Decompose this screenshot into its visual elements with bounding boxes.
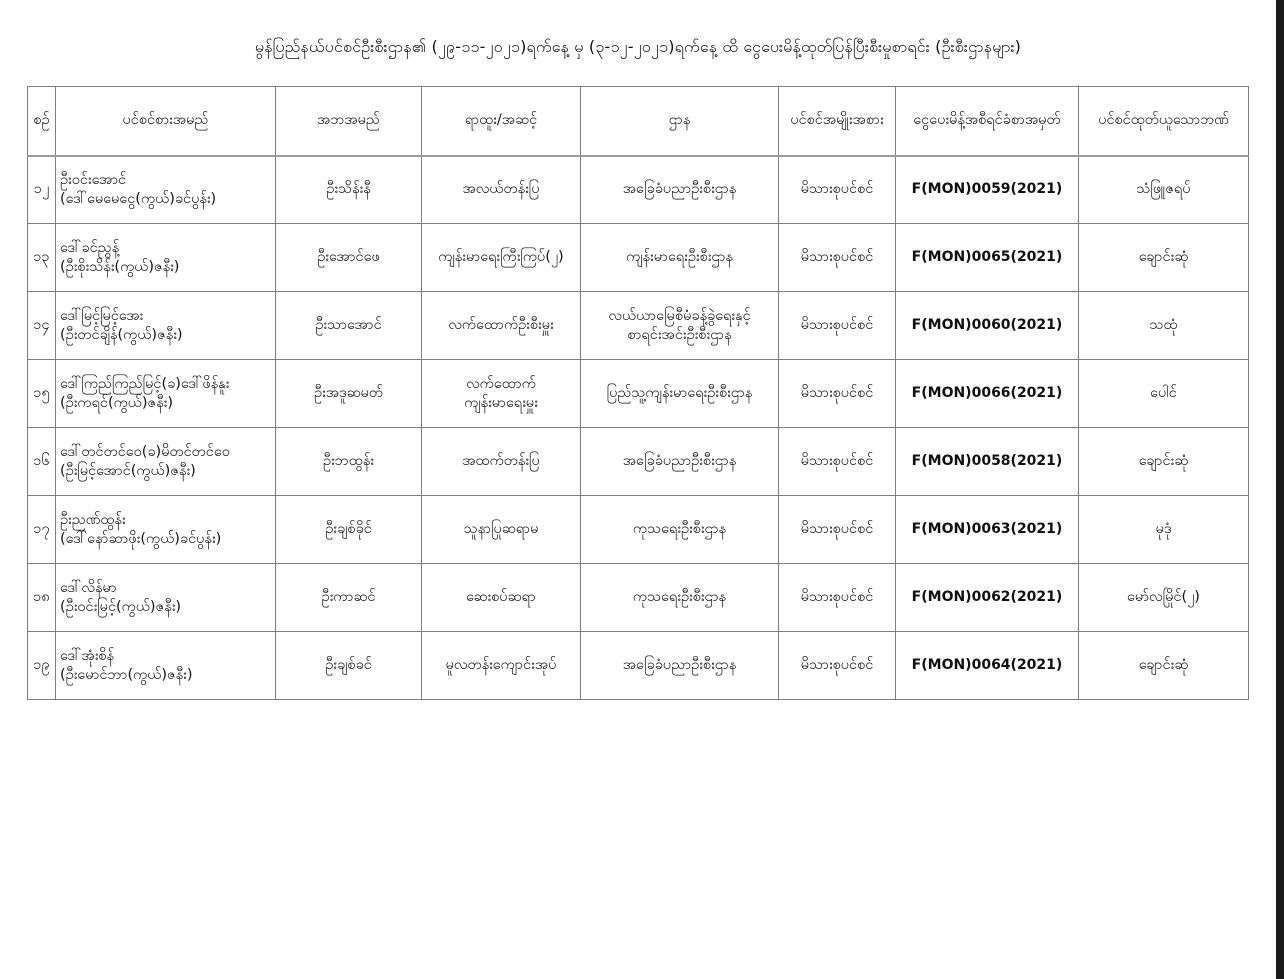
name-line: ဒေါ်အုံးစိန်: [60, 647, 115, 664]
dept-line: ကျန်းမာရေးဦးစီးဌာန: [626, 249, 733, 265]
cell-license: F(MON)0058(2021): [896, 428, 1079, 496]
dept-line: လယ်ယာမြေစီမံခန့်ခွဲရေးနှင့်: [608, 307, 751, 324]
dept-line: အခြေခံပညာဦးစီးဌာန: [622, 181, 737, 198]
cell-rank: [422, 292, 581, 360]
cell-name: [56, 632, 276, 700]
cell-department: [581, 224, 779, 292]
rank-line: ဆေးစပ်ဆရာ: [466, 589, 536, 605]
spouse-line: (ဦးမောင်ဘာ(ကွယ်)ဇနီး): [60, 666, 193, 683]
dept-line: ကုသရေးဦးစီးဌာန: [632, 521, 727, 537]
rank-line: လက်ထောက်ဦးစီးမှူး: [448, 317, 554, 333]
cell-no: ၁၈: [28, 564, 56, 632]
screen-edge: [1276, 0, 1284, 979]
cell-rank: [422, 632, 581, 700]
cell-no: ၁၇: [28, 496, 56, 564]
cell-department: [581, 428, 779, 496]
cell-pension-type: မိသားစုပင်စင်: [779, 292, 896, 360]
spouse-line: (ဦးကရင်(ကွယ်)ဇနီး): [60, 394, 173, 411]
rank-line: မူလတန်းကျောင်းအုပ်: [445, 657, 557, 673]
table-row: [28, 224, 1249, 292]
pension-table: [27, 86, 1249, 700]
cell-pension-type: မိသားစုပင်စင်: [779, 564, 896, 632]
cell-father: ဦးအောင်ဖေ: [276, 224, 422, 292]
cell-name: [56, 428, 276, 496]
rank-line: အလယ်တန်းပြ: [462, 181, 540, 198]
cell-department: [581, 564, 779, 632]
cell-pension-type: မိသားစုပင်စင်: [779, 360, 896, 428]
header-name: ပင်စင်စားအမည်: [56, 87, 276, 156]
cell-department: [581, 496, 779, 564]
cell-no: ၁၅: [28, 360, 56, 428]
cell-rank: [422, 496, 581, 564]
cell-department: [581, 156, 779, 224]
name-line: ဒေါ်ကြည်ကြည်မြင့်(ခ)ဒေါ်ဖိန်နူး: [60, 375, 230, 392]
cell-name: [56, 496, 276, 564]
cell-license: F(MON)0064(2021): [896, 632, 1079, 700]
header-location: ပင်စင်ထုတ်ယူသောဘဏ်: [1079, 87, 1249, 156]
header-father: အဘအမည်: [276, 87, 422, 156]
name-line: ဦးညဏ်ထွန်း: [60, 511, 126, 528]
cell-no: ၁၉: [28, 632, 56, 700]
cell-license: F(MON)0066(2021): [896, 360, 1079, 428]
cell-rank: [422, 564, 581, 632]
cell-pension-type: မိသားစုပင်စင်: [779, 632, 896, 700]
cell-pension-type: မိသားစုပင်စင်: [779, 156, 896, 224]
spouse-line: (ဦးစိုးသိန်း(ကွယ်)ဇနီး): [60, 258, 180, 275]
name-line: ဦးဝင်းအောင်: [60, 171, 127, 188]
cell-location: သထုံ: [1079, 292, 1249, 360]
cell-name: [56, 156, 276, 224]
rank-line: ကျန်းမာရေးကြီးကြပ်(၂): [438, 249, 564, 265]
rank-line: အထက်တန်းပြ: [462, 453, 540, 469]
cell-father: ဦးအဒူဆမတ်: [276, 360, 422, 428]
cell-license: F(MON)0059(2021): [896, 156, 1079, 224]
cell-department: [581, 292, 779, 360]
header-rank: ရာထူး/အဆင့်: [422, 87, 581, 156]
rank-line: လက်ထောက်: [466, 375, 536, 392]
header-department: ဌာန: [581, 87, 779, 156]
spouse-line: (ဒေါ်မေမေငွေ(ကွယ်)ခင်ပွန်း): [60, 190, 217, 207]
cell-name: [56, 360, 276, 428]
table-row: [28, 360, 1249, 428]
cell-pension-type: မိသားစုပင်စင်: [779, 224, 896, 292]
dept-line: ကုသရေးဦးစီးဌာန: [632, 589, 727, 605]
table-row: [28, 292, 1249, 360]
document-title: မွန်ပြည်နယ်ပင်စင်ဦးစီးဌာန၏ (၂၉-၁၁-၂၀၂၁)ရက်နေ့ မှ (၃-၁၂-၂၀၂၁)ရက်နေ့ ထိ ငွေပေးမိန့်ထုတ်ပြန်ပြီးစီးမှုစာရင်း (ဦးစီးဌာနများ): [254, 37, 1022, 56]
cell-location: မော်လမြိုင်(၂): [1079, 564, 1249, 632]
dept-line: အခြေခံပညာဦးစီးဌာန: [622, 657, 737, 673]
cell-father: ဦးချစ်ခိုင်: [276, 496, 422, 564]
dept-line: အခြေခံပညာဦးစီးဌာန: [622, 453, 737, 469]
table-row: [28, 496, 1249, 564]
cell-no: ၁၂: [28, 156, 56, 224]
cell-license: F(MON)0060(2021): [896, 292, 1079, 360]
dept-line: ပြည်သူ့ကျန်းမာရေးဦးစီးဌာန: [606, 385, 753, 401]
table-row: [28, 156, 1249, 224]
name-line: ဒေါ်ခင်ညွန့်: [60, 239, 120, 256]
cell-name: [56, 564, 276, 632]
cell-department: [581, 632, 779, 700]
dept-line-2: စာရင်းအင်းဦးစီးဌာန: [627, 326, 732, 343]
cell-rank: [422, 156, 581, 224]
table-row: [28, 632, 1249, 700]
spouse-line: (ဦးတင်ချိန်(ကွယ်)ဇနီး): [60, 326, 183, 343]
cell-license: F(MON)0062(2021): [896, 564, 1079, 632]
cell-rank: [422, 360, 581, 428]
rank-line-2: ကျန်းမာရေးမှူး: [464, 394, 538, 411]
cell-location: သံဖြူဇရပ်: [1079, 156, 1249, 224]
cell-location: ချောင်းဆုံ: [1079, 224, 1249, 292]
rank-line: သူနာပြုဆရာမ: [463, 521, 539, 537]
cell-location: ပေါင်: [1079, 360, 1249, 428]
cell-department: [581, 360, 779, 428]
table-row: [28, 428, 1249, 496]
header-license: ငွေပေးမိန့်အစီရင်ခံစာအမှတ်: [896, 87, 1079, 156]
name-line: ဒေါ်လိန်မာ: [60, 579, 117, 596]
cell-location: မုဒုံ: [1079, 496, 1249, 564]
cell-father: ဦးသာအောင်: [276, 292, 422, 360]
cell-name: [56, 292, 276, 360]
cell-pension-type: မိသားစုပင်စင်: [779, 496, 896, 564]
cell-father: ဦးကာဆင်: [276, 564, 422, 632]
header-pension-type: ပင်စင်အမျိုးအစား: [779, 87, 896, 156]
cell-no: ၁၃: [28, 224, 56, 292]
table-row: [28, 564, 1249, 632]
spouse-line: (ဦးမြင့်အောင်(ကွယ်)ဇနီး): [60, 462, 196, 479]
cell-father: ဦးဘထွန်း: [276, 428, 422, 496]
cell-license: F(MON)0063(2021): [896, 496, 1079, 564]
cell-father: ဦးချစ်ခင်: [276, 632, 422, 700]
name-line: ဒေါ်မြင့်မြင့်အေး: [60, 307, 144, 324]
cell-location: ချောင်းဆုံ: [1079, 428, 1249, 496]
header-row: [28, 87, 1249, 156]
name-line: ဒေါ်တင်တင်ဝေ(ခ)မိတင်တင်ဝေ: [60, 443, 230, 460]
cell-no: ၁၆: [28, 428, 56, 496]
cell-license: F(MON)0065(2021): [896, 224, 1079, 292]
cell-father: ဦးသိန်းနီ: [276, 156, 422, 224]
cell-name: [56, 224, 276, 292]
spouse-line: (ဒေါ်နော်ဆာဖိုး(ကွယ်)ခင်ပွန်း): [60, 530, 222, 547]
cell-location: ချောင်းဆုံ: [1079, 632, 1249, 700]
header-no: စဉ်: [28, 87, 56, 156]
cell-rank: [422, 428, 581, 496]
cell-rank: [422, 224, 581, 292]
cell-no: ၁၄: [28, 292, 56, 360]
spouse-line: (ဦးဝင်းမြင့်(ကွယ်)ဇနီး): [60, 598, 182, 615]
cell-pension-type: မိသားစုပင်စင်: [779, 428, 896, 496]
